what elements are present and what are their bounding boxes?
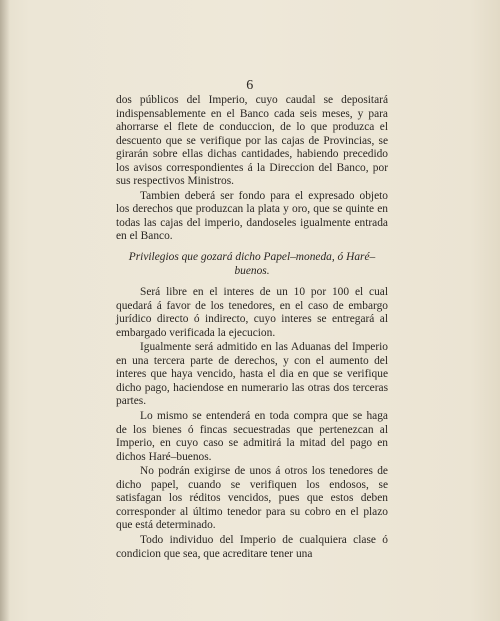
paragraph: Será libre en el interes de un 10 por 100 el cual quedará á favor de los tenedores, en el caso de embargo jurídico directo ó indirecto, cuyo interes se entregará al embargado verificada la ejecucion. [116,286,388,339]
paragraph: Igualmente será admitido en las Aduanas del Imperio en una tercera parte de derechos, y con el aumento del interes que haya vencido, hasta el dia en que se verifique dicho pago, haciendose en numerario las otras dos terceras partes. [116,341,388,408]
paragraph: Tambien deberá ser fondo para el expresado objeto los derechos que produzcan la plata y oro, que se quinte en todas las cajas del imperio, dandoseles igualmente entrada en el Banco. [116,189,388,243]
paragraph: Lo mismo se entenderá en toda compra que se haga de los bienes ó fincas secuestradas que pertenezcan al Imperio, en cuyo caso se admitirá la mitad del pago en dichos Haré–buenos. [116,410,388,463]
paragraph: No podrán exigirse de unos á otros los tenedores de dicho papel, cuando se verifiquen los endosos, se satisfagan los réditos vencidos, pues que estos deben corresponder al último tenedor para su cobro en el plazo que está determinado. [116,465,388,532]
paragraph: Todo individuo del Imperio de cualquiera clase ó condicion que sea, que acreditare tener una [116,533,388,560]
body-text [116,94,388,561]
paragraph: dos públicos del Imperio, cuyo caudal se depositará indispensablemente en el Banco cada seis meses, y para ahorrarse el flete de conduccion, de lo que produzca el descuento que se verifique por las cajas de Provincias, se girarán sobre ellas dichas cantidades, habiendo precedido los avisos correspondientes á la Direccion del Banco, por sus respectivos Ministros. [116,94,388,188]
section-heading: Privilegios que gozará dicho Papel–moneda, ó Haré–buenos. [128,251,376,277]
page-number: 6 [246,78,254,93]
